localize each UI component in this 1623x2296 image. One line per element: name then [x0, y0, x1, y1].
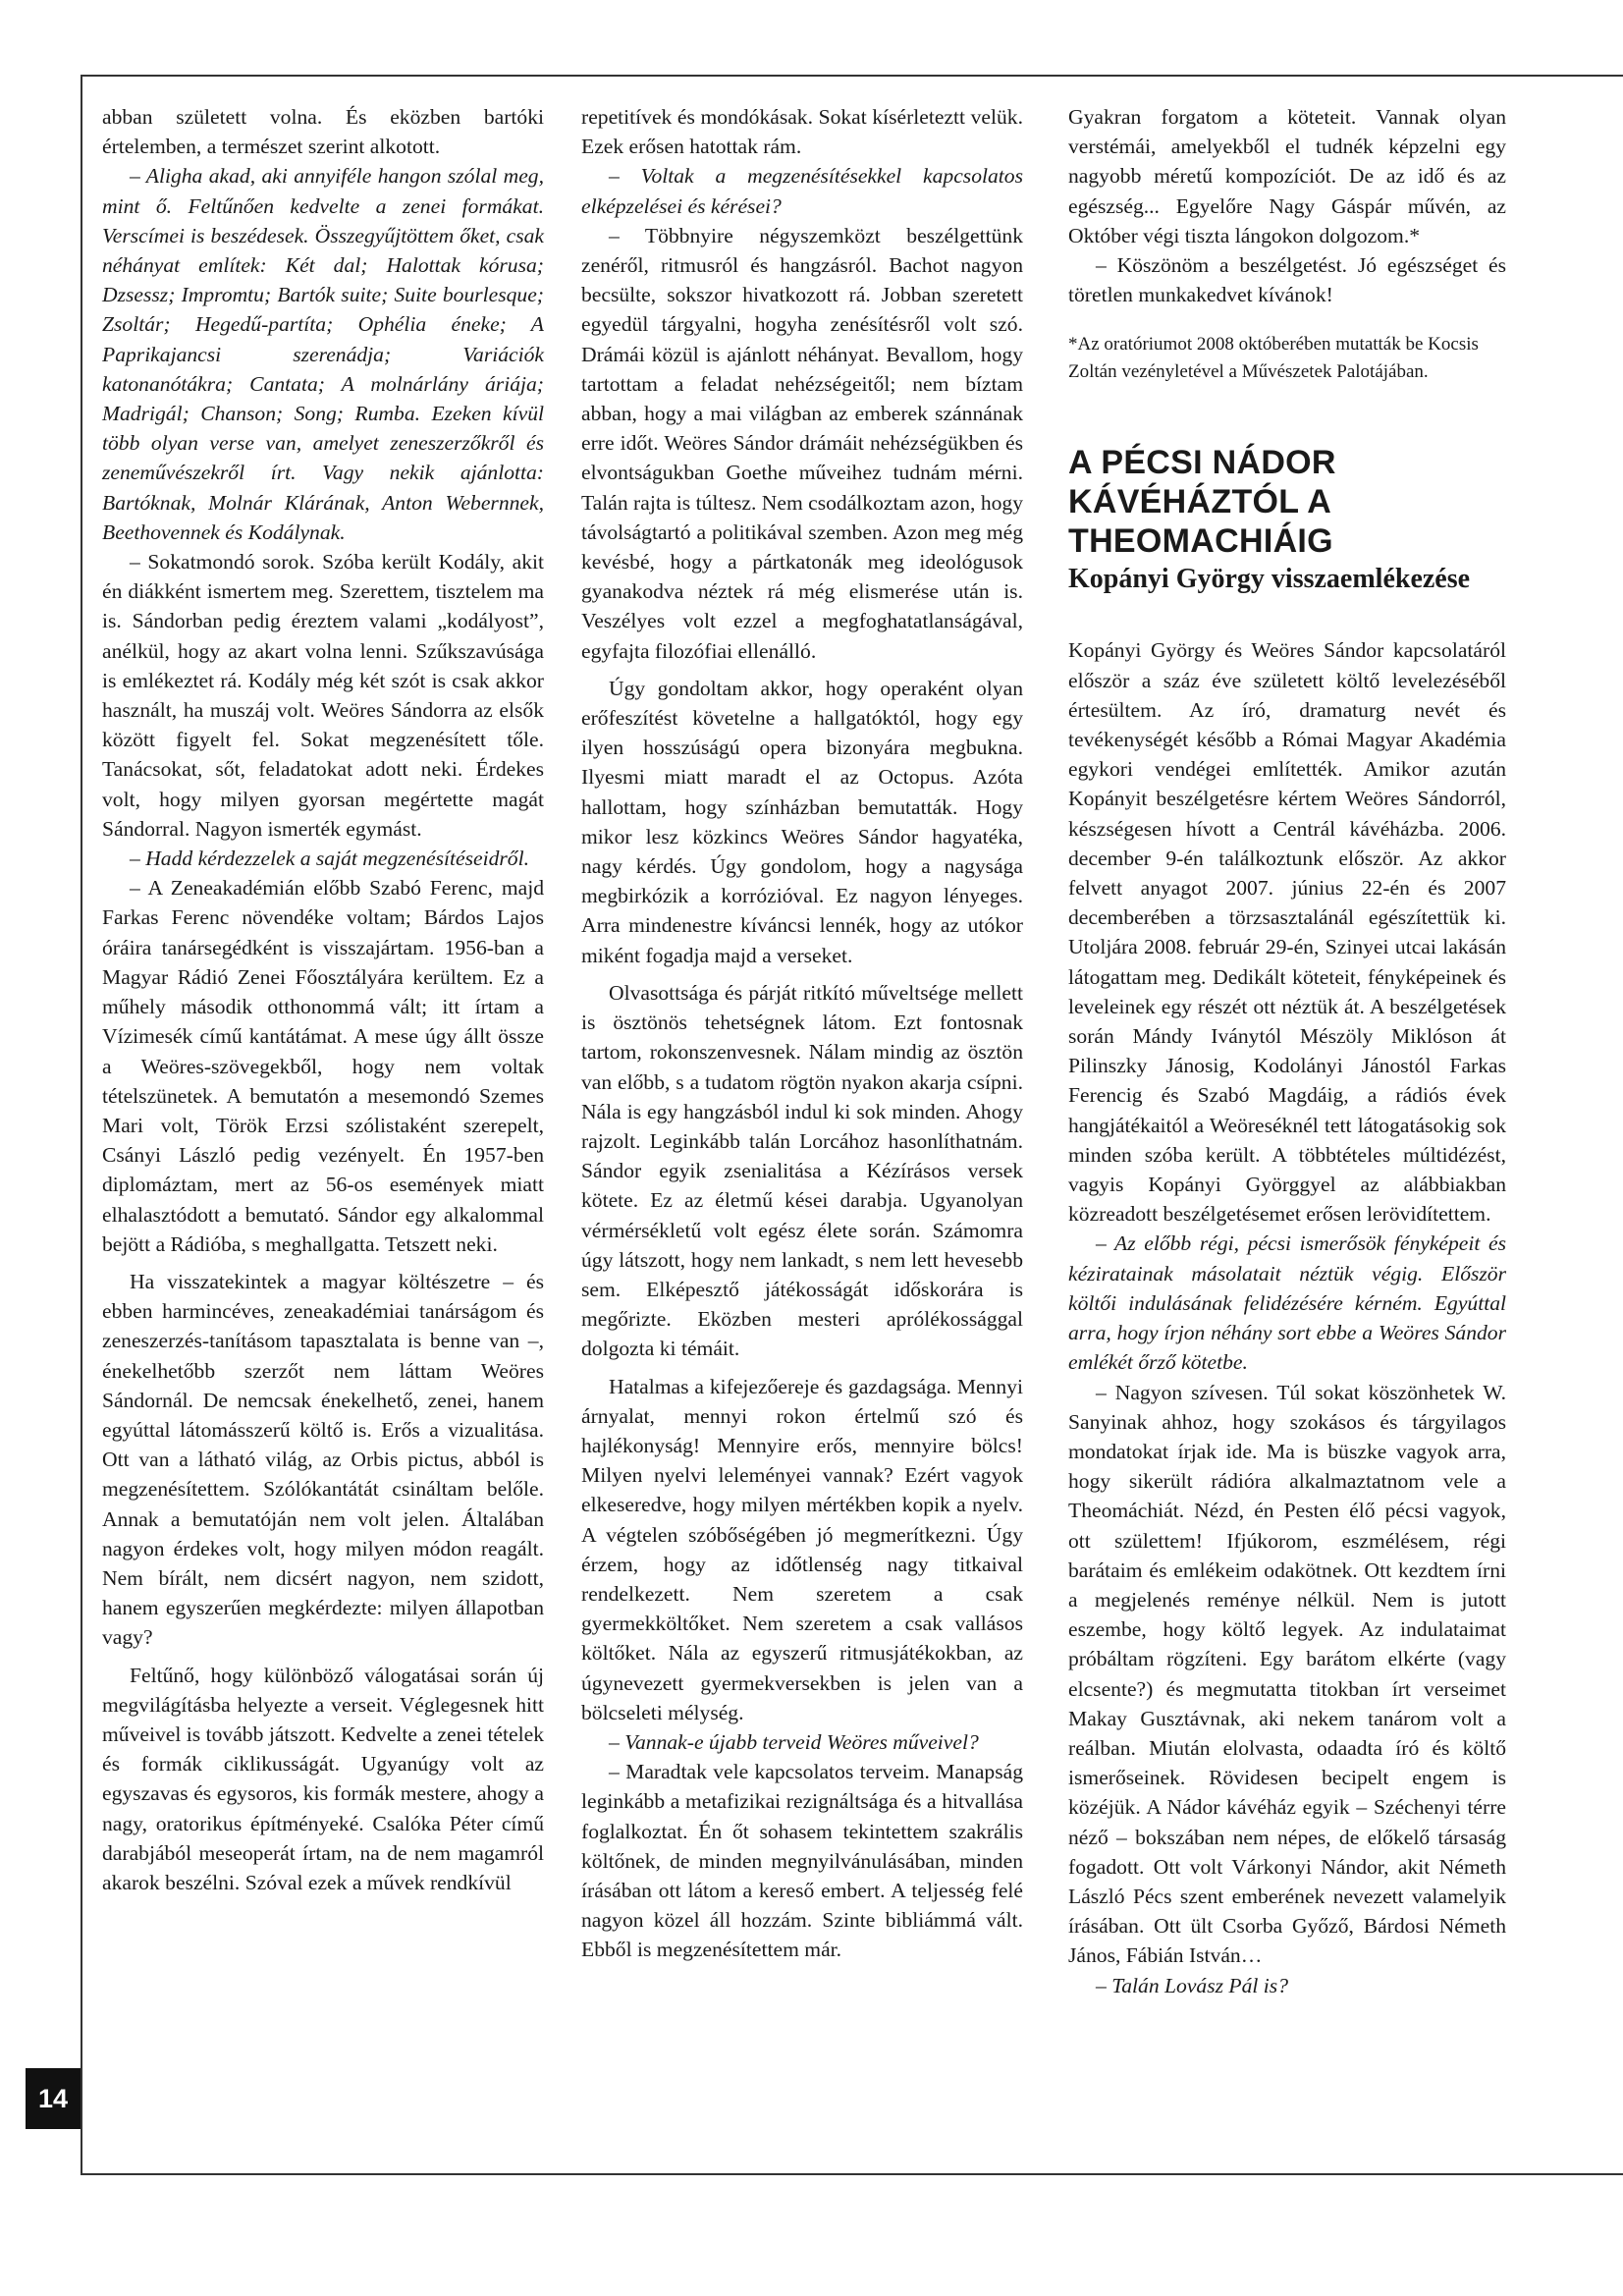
paragraph: – Maradtak vele kapcsolatos terveim. Manapság leginkább a metafizikai rezignáltsága és a hitvallása foglalkoztat. Én őt sohasem tekintettem szakrális költőnek, de minden megnyilvánulásában, minden írásában ott látom a kereső embert. A teljesség felé nagyon közel áll hozzám. Szinte bibliámmá vált. Ebből is megzenésítettem már.	[581, 1760, 1023, 1962]
paragraph: abban született volna. És eközben bartóki értelemben, a természet szerint alkotott.	[102, 105, 544, 159]
article-subtitle: Kopányi György visszaemlékezése	[1068, 564, 1471, 595]
column-3	[1068, 102, 1506, 2000]
paragraph: – Hadd kérdezzelek a saját megzenésítéseidről.	[130, 847, 529, 871]
paragraph: – Vannak-e újabb terveid Weöres műveivel?	[609, 1729, 979, 1754]
paragraph: – Sokatmondó sorok. Szóba került Kodály, akit én diákként ismertem meg. Szerettem, tisztelem ma is. Sándorban pedig éreztem valami „kodályost”, anélkül, hogy az akart volna lenni. Szűkszavúsága is emlékeztet rá. Kodály még két szót is csak akkor használt, ha muszáj volt. Weöres Sándorra az elsők között figyelt fel. Sokat megzenésített tőle. Tanácsokat, sőt, feladatokat adott neki. Érdekes volt, hogy milyen gyorsan megértette magát Sándorral. Nagyon ismerték egymást.	[102, 550, 544, 841]
page-number: 14	[37, 2083, 69, 2113]
paragraph: – Köszönöm a beszélgetést. Jó egészséget és töretlen munkakedvet kívánok!	[1068, 253, 1506, 307]
column-3-intro	[1068, 102, 1506, 309]
article-title: A PÉCSI NÁDOR KÁVÉHÁZTÓL A THEOMACHIÁIG	[1068, 444, 1336, 561]
paragraph: repetitívek és mondókásak. Sokat kísérleteztt velük. Ezek erősen hatottak rám.	[581, 105, 1023, 159]
paragraph: – A Zeneakadémián előbb Szabó Ferenc, majd Farkas Ferenc növendéke voltam; Bárdos Lajos óráira tanársegédként is visszajártam. 1956-ban a Magyar Rádió Zenei Főosztályára kerültem. Ez a műhely második otthonommá vált; itt írtam a Vízimesék című kantátámat. A mese úgy állt össze a Weöres-szövegekből, hogy nem voltak tételszünetek. A bemutatón a mesemondó Szemes Mari volt, Török Erzsi szólistaként szerepelt, Csányi László pedig vezényelt. Én 1957-ben diplomáztam, mert az 56-os események miatt elhalasztódott a bemutató. Sándor egy alkalommal bejött a Rádióba, s meghallgatta. Tetszett neki.	[102, 876, 544, 1256]
page-number-badge	[26, 2068, 81, 2129]
column-1	[102, 102, 544, 1897]
article-body	[1068, 635, 1506, 1999]
paragraph: – Az előbb régi, pécsi ismerősök fényképeit és kéziratainak másolatait néztük végig. Először költői indulásának felidézésére kérném. Egyúttal arra, hogy írjon néhány sort ebbe a Weöres Sándor emlékét őrző kötetbe.	[1068, 1231, 1506, 1375]
paragraph: Kopányi György és Weöres Sándor kapcsolatáról először a száz éve született költő levelezéséből értesültem. Az író, dramaturg nevét és tevékenységét később a Római Magyar Akadémia egykori vendégei említették. Amikor azután Kopányit beszélgetésre kértem Weöres Sándorról, készségesen hívott a Centrál kávéházba. 2006. december 9-én találkoztunk először. Az akkor felvett anyagot 2007. június 22-én és 2007 decemberében a törzsasztalánál egészítettük ki. Utoljára 2008. február 29-én, Szinyei utcai lakásán látogattam meg. Dedikált köteteit, fényképeinek és leveleinek egy részét ott néztük át. A beszélgetések során Mándy Iványtól Mészöly Miklóson át Pilinszky Jánosig, Kodolányi Jánostól Farkas Ferencig és Szabó Magdáig, a rádiós évek hangjátékaitól a Weöreséknél tett látogatásokig sok minden szóba került. A többtételes múltidézést, vagyis Kopányi Györggyel az alábbiakban közreadott beszélgetésemet erősen lerövidítettem.	[1068, 638, 1506, 1227]
paragraph: Ha visszatekintek a magyar költészetre – és ebben harmincéves, zeneakadémiai tanárságom és zeneszerzés-tanításom tapasztalata is benne van –, énekelhetőbb szerzőt nem láttam Weöres Sándornál. De nemcsak énekelhető, zenei, hanem egyúttal látomásszerű költő is. Erős a vizualitása. Ott van a látható világ, az Orbis pictus, abból is megzenésítettem. Szólókantátát csináltam belőle. Annak a bemutatóján nem volt jelen. Általában nagyon érdekes volt, hogy milyen módon reagált. Nem bírált, nem dicsért nagyon, nem szidott, hanem egyszerűen megkérdezte: milyen állapotban vagy?	[102, 1269, 544, 1650]
paragraph: Feltűnő, hogy különböző válogatásai során új megvilágításba helyezte a verseit. Véglegesnek hitt műveivel is tovább játszott. Kedvelte a zenei tételek és formák ciklikusságát. Ugyanúgy volt az egyszavas és egysoros, kis formák mestere, ahogy a nagy, oratorikus építményeké. Csalóka Péter című darabjából meseoperát írtam, na de nem magamról akarok beszélni. Szóval ezek a művek rendkívül	[102, 1663, 544, 1894]
paragraph: – Nagyon szívesen. Túl sokat köszönhetek W. Sanyinak ahhoz, hogy szokásos és tárgyilagos mondatokat írjak ide. Ma is büszke vagyok arra, hogy sikerült rádióra alkalmaztatnom vele a Theomáchiát. Nézd, én Pesten élő pécsi vagyok, ott születtem! Ifjúkorom, eszmélésem, régi barátaim és emlékeim odakötnek. Ott kezdtem írni a megjelenés reménye nélkül. Nem is jutott eszembe, hogy költő legyek. Az indulataimat próbáltam rögzíteni. Egy barátom elkérte (vagy elcsente?) és megmutatta titokban írt verseimet Makay Gusztávnak, aki nekem tanárom volt a reálban. Miután elolvasta, odaadta író és költő ismerőseinek. Rövidesen becipelt engem is közéjük. A Nádor kávéház egyik – Széchenyi térre néző – bokszában nem népes, de előkelő társaság fogadott. Ott volt Várkonyi Nándor, akit Németh László Pécs szent emberének nevezett valamelyik írásában. Ott ült Csorba Győző, Bárdosi Németh János, Fábián István…	[1068, 1380, 1506, 1968]
page-frame-top	[81, 75, 1623, 77]
paragraph: – Talán Lovász Pál is?	[1096, 1973, 1288, 1997]
paragraph: – Voltak a megzenésítésekkel kapcsolatos elképzelései és kérései?	[581, 164, 1023, 218]
paragraph: Úgy gondoltam akkor, hogy operaként olyan erőfeszítést követelne a hallgatóktól, hogy egy ilyen hosszúságú opera bizonyára megbukna. Ilyesmi miatt maradt el az Octopus. Azóta hallottam, hogy színházban bemutatták. Hogy mikor lesz közkincs Weöres Sándor hagyatéka, nagy kérdés. Úgy gondolom, hogy a nagysága megbirkózik a korrózióval. Ez nagyon lényeges. Arra mindenestre kíváncsi lennék, hogy az utókor miként fogadja majd a verseket.	[581, 676, 1023, 967]
paragraph: Hatalmas a kifejezőereje és gazdagsága. Mennyi árnyalat, mennyi rokon értelmű szó és hajlékonyság! Mennyire erős, mennyire bölcs! Milyen nyelvi leleményei vannak? Ezért vagyok elkeseredve, hogy milyen mértékben kopik a nyelv. A végtelen szóbőségében jó megmerítkezni. Úgy érzem, hogy az időtlenség nagy titkaival rendelkezett. Nem szeretem a csak gyermekköltőket. Nem szeretem a csak vallásos költőket. Nála az egyszerű ritmusjátékokban, az úgynevezett gyermekversekben is jelen van a bölcseleti mélység.	[581, 1374, 1023, 1724]
page-frame-left	[81, 75, 82, 2175]
paragraph: – Többnyire négyszemközt beszélgettünk zenéről, ritmusról és hangzásról. Bachot nagyon becsülte, sokszor hivatkozott rá. Jobban szeretett egyedül tárgyalni, hogyha zenésítésről volt szó. Drámái közül is ajánlott néhányat. Bevallom, hogy tartottam a feladat nehézségeitől; nem bíztam abban, hogy a mai világban az emberek szánnának erre időt. Weöres Sándor drámáit nehézségükben és elvontságukban Goethe műveihez tudnám mérni. Talán rajta is túltesz. Nem csodálkoztam azon, hogy távolságtartó a politikával szemben. Azon meg még kevésbé, hogy a pártkatonák meg ideológusok gyanakodva néztek rá még elismerése után is. Veszélyes volt ezzel a megfoghatatlanságával, egyfajta filozófiai ellenálló.	[581, 223, 1024, 663]
paragraph: Olvasottsága és párját ritkító műveltsége mellett is ösztönös tehetségnek látom. Ezt fontosnak tartom, rokonszenvesnek. Nálam mindig az ösztön van előbb, s a tudatom rögtön nyakon akarja csípni. Nála is egy hangzásból indul ki sok minden. Ahogy rajzolt. Leginkább talán Lorcához hasonlíthatnám. Sándor egyik zsenialitása a Kézírásos versek kötete. Ez az életmű kései darabja. Ugyanolyan vérmérsékletű volt egész élete során. Számomra úgy látszott, hogy nem lankadt, s nem lett hevesebb sem. Elképesztő játékosságát időskorára is megőrizte. Eközben mesteri aprólékossággal dolgozta ki témáit.	[581, 980, 1023, 1361]
paragraph: – Aligha akad, aki annyiféle hangon szólal meg, mint ő. Feltűnően kedvelte a zenei formákat. Verscímei is beszédesek. Összegyűjtöttem őket, csak néhányat említek: Két dal; Halottak kórusa; Dzsessz; Impromtu; Bartók suite; Suite bourlesque; Zsoltár; Hegedű-partíta; Ophélia éneke; A Paprikajancsi szerenádja; Variációk katonanótákra; Cantata; A molnárlány áriája; Madrigál; Chanson; Song; Rumba. Ezeken kívül több olyan verse van, amelyet zeneszerzőkről és zeneművészekről írt. Vagy nekik ajánlotta: Bartóknak, Molnár Klárának, Anton Webernnek, Beethovennek és Kodálynak.	[102, 164, 544, 544]
page-frame-bottom	[81, 2173, 1623, 2175]
column-2	[581, 102, 1023, 1965]
paragraph: Gyakran forgatom a köteteit. Vannak olyan verstémái, amelyekből el tudnék képzelni egy nagyobb méretű kompozíciót. De az idő és az egészség... Egyelőre Nagy Gáspár művén, az Október végi tiszta lángokon dolgozom.*	[1068, 105, 1506, 247]
footnote: *Az oratóriumot 2008 októberében mutatták be Kocsis Zoltán vezényletével a Művészetek Palotájában.	[1068, 334, 1479, 383]
